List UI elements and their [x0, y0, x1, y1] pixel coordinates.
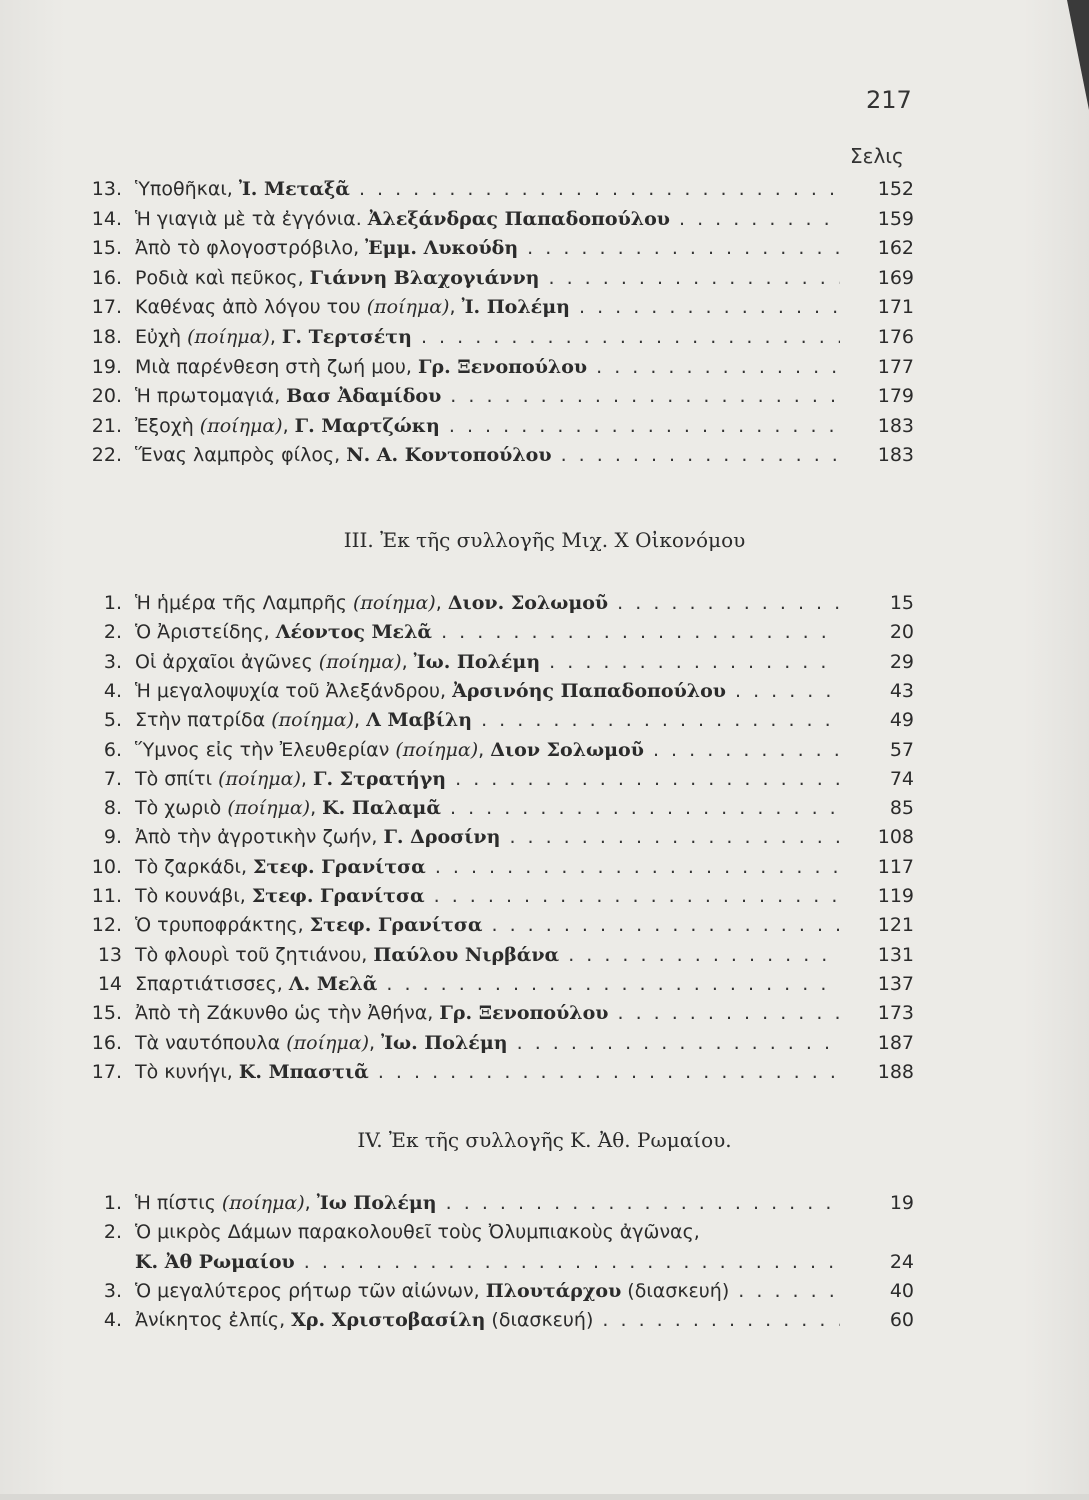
entry-title-text: Ροδιὰ καὶ πεῦκος,: [135, 266, 310, 289]
entry-author: Στεφ. Γρανίτσα: [309, 914, 483, 937]
entry-page-number: 152: [877, 178, 914, 200]
toc-entry: [0, 1247, 1089, 1277]
entry-number: 17.: [91, 296, 122, 319]
entry-page-number: 187: [877, 1031, 914, 1054]
entry-title: [135, 1276, 840, 1306]
entry-title-text: Ἀπὸ τὴν ἀγροτικὴν ζωήν,: [135, 826, 384, 849]
entry-page-number: 15: [889, 592, 914, 614]
entry-title-text: Τὰ ναυτόπουλα: [135, 1031, 287, 1054]
entry-page-number: 177: [877, 355, 914, 378]
entry-title: [135, 822, 840, 852]
entry-title: [135, 910, 840, 940]
entry-page-number: 162: [877, 237, 914, 260]
entry-title-text: Τὸ ζαρκάδι,: [135, 855, 254, 878]
entry-title-text: Τὸ χωριὸ: [135, 797, 228, 820]
entry-author: Γ. Στρατήγη: [312, 767, 447, 790]
entry-title: [135, 204, 840, 234]
entry-page-number: 119: [877, 885, 914, 907]
entry-title: [135, 1217, 840, 1247]
entry-title-text: Ἀπὸ τὸ φλογοστρόβιλο,: [135, 237, 366, 260]
entry-author: Πλουτάρχου: [485, 1279, 622, 1302]
entry-page-number: 60: [889, 1309, 914, 1332]
entry-title-text: Οἱ ἀρχαῖοι ἀγῶνες: [135, 650, 319, 673]
toc-entry: [0, 381, 1089, 411]
toc-entry: [0, 233, 1089, 263]
entry-title: [135, 969, 840, 999]
entry-author: Κ. Ἀθ Ρωμαίου: [135, 1250, 295, 1273]
entry-number: 13: [97, 943, 122, 966]
entry-page-number: 188: [877, 1060, 914, 1083]
entry-title: Ἐξοχὴ (ποίημα), Γ. Μαρτζώκη . . .: [135, 411, 840, 441]
toc-entry: [0, 1028, 1089, 1058]
entry-title-text: Σπαρτιάτισσες,: [135, 972, 289, 995]
entry-title-text: Ἡ μεγαλοψυχία τοῦ Ἀλεξάνδρου,: [135, 679, 453, 702]
entry-number: 9.: [103, 826, 122, 849]
entry-number: 21.: [91, 414, 122, 437]
entry-number: 8.: [103, 797, 122, 820]
entry-number: 15.: [91, 237, 122, 260]
entry-genre-note: (ποίημα): [187, 326, 270, 348]
entry-title: [135, 881, 840, 911]
entry-author: Γρ. Ξενοπούλου: [439, 1002, 609, 1025]
entry-author: Λέοντος Μελᾶ: [275, 621, 433, 644]
entry-title-text: Ἀνίκητος ἐλπίς,: [135, 1309, 292, 1332]
entry-page-number: 40: [889, 1279, 914, 1302]
entry-number: 15.: [91, 1002, 122, 1025]
entry-genre-note: (ποίημα): [286, 1031, 369, 1054]
section-heading-iv: IV. Ἐκ τῆς συλλογῆς Κ. Ἀθ. Ρωμαίου.: [357, 1128, 732, 1152]
entry-title: [135, 381, 840, 411]
toc-entry: [0, 411, 1089, 441]
toc-entry: [0, 647, 1089, 677]
entry-author: Γ. Δροσίνη: [383, 826, 501, 849]
entry-genre-note: (ποίημα): [366, 296, 450, 319]
page-bottom-edge: [0, 1494, 1089, 1500]
entry-number: 4.: [103, 1309, 122, 1332]
entry-title-text: Τὸ φλουρὶ τοῦ ζητιάνου,: [135, 943, 374, 966]
entry-number: 1.: [103, 1192, 122, 1214]
entry-title: [135, 352, 840, 382]
page-number: 217: [866, 86, 912, 114]
entry-page-number: 108: [877, 826, 914, 849]
entry-author: Ἰ. Πολέμη: [461, 296, 570, 319]
entry-page-number: 74: [889, 767, 914, 790]
entry-page-number: 117: [877, 855, 914, 878]
entry-page-number: 137: [877, 972, 914, 995]
entry-page-number: 173: [877, 1002, 914, 1025]
toc-entry: [0, 204, 1089, 234]
entry-author: Ἰω Πολέμη: [316, 1192, 437, 1214]
entry-number: 7.: [103, 767, 122, 790]
entry-author: Ἰ. Μεταξᾶ: [238, 178, 350, 200]
entry-author: Στεφ. Γρανίτσα: [253, 855, 426, 878]
entry-title: [135, 263, 840, 293]
entry-title: Ἡ πίστις (ποίημα), Ἰω Πολέμη . . .: [135, 1188, 840, 1218]
entry-title-text: Τὸ σπίτι: [135, 767, 219, 790]
entry-title-text: Ἀπὸ τὴ Ζάκυνθο ὡς τὴν Ἀθήνα,: [135, 1002, 440, 1025]
entry-genre-note: (ποίημα): [395, 738, 479, 761]
entry-author: Γ. Μαρτζώκη: [294, 414, 440, 437]
entry-title-text: Στὴν πατρίδα: [135, 709, 272, 732]
entry-number: 14.: [91, 207, 122, 230]
toc-entry: [0, 910, 1089, 940]
toc-entry: [0, 940, 1089, 970]
entry-title: [135, 233, 840, 263]
entry-author: Στεφ. Γρανίτσα: [251, 885, 425, 907]
entry-title: Ὕμνος εἰς τὴν Ἐλευθερίαν (ποίημα), Διον Σολωμοῦ . . .: [135, 735, 840, 765]
toc-entry: [0, 969, 1089, 999]
toc-entry: [0, 764, 1089, 794]
entry-number: 14: [97, 972, 122, 995]
entry-author: Παύλου Νιρβάνα: [373, 943, 560, 966]
entry-title: [135, 1247, 840, 1277]
entry-title-text: Ὁ τρυποφράκτης,: [135, 914, 310, 937]
entry-number: 22.: [91, 444, 122, 467]
entry-author: Γ. Τερτσέτη: [281, 326, 412, 348]
entry-author: Κ. Παλαμᾶ: [322, 797, 441, 820]
entry-author: Λ Μαβίλη: [366, 709, 473, 732]
entry-title: Καθένας ἀπὸ λόγου του (ποίημα), Ἰ. Πολέμη . . .: [135, 292, 840, 322]
entry-page-number: 24: [889, 1250, 914, 1273]
entry-author: Ν. Α. Κοντοπούλου: [346, 444, 552, 467]
entry-page-number: 179: [877, 385, 914, 408]
entry-number: 12.: [91, 914, 122, 937]
entry-number: 19.: [91, 355, 122, 378]
entry-title: [135, 617, 840, 647]
entry-title: [135, 940, 840, 970]
entry-author: Χρ. Χριστοβασίλη: [291, 1309, 486, 1332]
page-corner-shadow: [1067, 0, 1089, 110]
entry-genre-note: (ποίημα): [218, 767, 301, 790]
entry-title: Τὸ χωριὸ (ποίημα), Κ. Παλαμᾶ . . .: [135, 793, 840, 823]
entry-title: [135, 1305, 840, 1335]
entry-author: Λ. Μελᾶ: [288, 972, 378, 995]
entry-title-text: Ὁ Ἀριστείδης,: [135, 621, 276, 644]
entry-author: Ἰω. Πολέμη: [413, 650, 541, 673]
entry-page-number: 85: [889, 797, 914, 820]
entry-title-text: Τὸ κουνάβι,: [135, 885, 252, 907]
entry-title: [135, 852, 840, 882]
toc-entry: [0, 881, 1089, 911]
entry-number: 2.: [103, 621, 122, 644]
entry-author: Γρ. Ξενοπούλου: [418, 355, 588, 378]
entry-page-number: 183: [877, 414, 914, 437]
entry-title: Στὴν πατρίδα (ποίημα), Λ Μαβίλη . . .: [135, 705, 840, 735]
entry-number: 2.: [103, 1221, 122, 1244]
entry-author: Ἀλεξάνδρας Παπαδοπούλου: [367, 207, 670, 230]
entry-title-text: Ὕμνος εἰς τὴν Ἐλευθερίαν: [135, 738, 396, 761]
entry-genre-note: (ποίημα): [221, 1192, 305, 1214]
entry-title: [135, 174, 840, 204]
entry-title-text: Εὐχὴ: [135, 326, 188, 348]
entry-author: Διον. Σολωμοῦ: [447, 592, 609, 614]
entry-number: 18.: [91, 326, 122, 348]
toc-entry: [0, 1305, 1089, 1335]
entry-page-number: 19: [889, 1192, 914, 1214]
entry-adaptation-note: (διασκευή): [485, 1309, 594, 1332]
entry-title-text: Ἡ πίστις: [135, 1192, 222, 1214]
entry-page-number: 171: [877, 296, 914, 319]
entry-author: Κ. Μπαστιᾶ: [238, 1060, 369, 1083]
entry-author: Ἐμμ. Λυκούδη: [365, 237, 519, 260]
toc-entry: [0, 617, 1089, 647]
page-column-header: Σελις: [850, 144, 904, 168]
entry-author: Γιάννη Βλαχογιάννη: [309, 266, 540, 289]
entry-number: 17.: [91, 1060, 122, 1083]
entry-title: [135, 440, 840, 470]
entry-author: Ἰω. Πολέμη: [381, 1031, 508, 1054]
toc-entry: [0, 292, 1089, 322]
entry-page-number: 20: [889, 621, 914, 644]
toc-entry: [0, 174, 1089, 204]
toc-entry: [0, 588, 1089, 618]
toc-entry: [0, 735, 1089, 765]
entry-number: 10.: [91, 855, 122, 878]
entry-genre-note: (ποίημα): [352, 592, 436, 614]
entry-title-text: Ἡ πρωτομαγιά,: [135, 385, 287, 408]
entry-title-text: Ἐξοχὴ: [135, 414, 200, 437]
toc-entry: [0, 322, 1089, 352]
entry-genre-note: (ποίημα): [199, 414, 283, 437]
entry-page-number: 29: [889, 650, 914, 673]
entry-title-text: Ὑποθῆκαι,: [135, 178, 239, 200]
entry-number: 20.: [91, 385, 122, 408]
entry-title: [135, 998, 840, 1028]
entry-title-text: Ὁ μεγαλύτερος ρήτωρ τῶν αἰώνων,: [135, 1279, 486, 1302]
entry-title: Τὰ ναυτόπουλα (ποίημα), Ἰω. Πολέμη . . .: [135, 1028, 840, 1058]
toc-entry: [0, 998, 1089, 1028]
entry-number: 11.: [91, 885, 122, 907]
entry-title: Εὐχὴ (ποίημα), Γ. Τερτσέτη . . .: [135, 322, 840, 352]
entry-page-number: 43: [889, 679, 914, 702]
entry-title-text: Μιὰ παρένθεση στὴ ζωή μου,: [135, 355, 418, 378]
toc-entry: [0, 1188, 1089, 1218]
entry-number: 13.: [91, 178, 122, 200]
entry-title: Ἡ ἡμέρα τῆς Λαμπρῆς (ποίημα), Διον. Σολωμοῦ . . .: [135, 588, 840, 618]
entry-title: Οἱ ἀρχαῖοι ἀγῶνες (ποίημα), Ἰω. Πολέμη . . .: [135, 647, 840, 677]
entry-genre-note: (ποίημα): [271, 709, 354, 732]
toc-entry: [0, 263, 1089, 293]
entry-number: 5.: [103, 709, 122, 732]
section-heading-iii: ΙΙΙ. Ἐκ τῆς συλλογῆς Μιχ. Χ Οἰκονόμου: [343, 528, 746, 552]
entry-number: 16.: [91, 266, 122, 289]
entry-number: 3.: [103, 650, 122, 673]
entry-page-number: 57: [889, 738, 914, 761]
entry-author: Διον Σολωμοῦ: [490, 738, 644, 761]
entry-title-text: Ἡ γιαγιὰ μὲ τὰ ἐγγόνια.: [135, 207, 368, 230]
entry-number: 3.: [103, 1279, 122, 1302]
entry-adaptation-note: (διασκευή): [621, 1279, 730, 1302]
entry-number: 16.: [91, 1031, 122, 1054]
toc-entry: [0, 352, 1089, 382]
toc-entry: [0, 793, 1089, 823]
entry-title: [135, 1057, 840, 1087]
entry-title-text: Ἡ ἡμέρα τῆς Λαμπρῆς: [135, 592, 353, 614]
entry-page-number: 169: [877, 266, 914, 289]
entry-number: 1.: [103, 592, 122, 614]
toc-entry: [0, 852, 1089, 882]
entry-title-text: Καθένας ἀπὸ λόγου του: [135, 296, 367, 319]
entry-title: Τὸ σπίτι (ποίημα), Γ. Στρατήγη . . .: [135, 764, 840, 794]
entry-title-text: Ἕνας λαμπρὸς φίλος,: [135, 444, 347, 467]
entry-genre-note: (ποίημα): [318, 650, 402, 673]
toc-entry: [0, 676, 1089, 706]
entry-author: Βασ Ἀδαμίδου: [286, 385, 442, 408]
toc-entry: [0, 1057, 1089, 1087]
entry-title-text: Ὁ μικρὸς Δάμων παρακολουθεῖ τοὺς Ὀλυμπιακοὺς ἀγῶνας,: [135, 1221, 700, 1244]
entry-title-text: Τὸ κυνήγι,: [135, 1060, 239, 1083]
entry-page-number: 159: [877, 207, 914, 230]
entry-author: Ἀρσινόης Παπαδοπούλου: [452, 679, 726, 702]
entry-page-number: 183: [877, 444, 914, 467]
entry-page-number: 49: [889, 709, 914, 732]
entry-page-number: 131: [877, 943, 914, 966]
toc-entry: [0, 822, 1089, 852]
entry-number: 6.: [103, 738, 122, 761]
toc-entry: [0, 705, 1089, 735]
entry-page-number: 176: [877, 326, 914, 348]
entry-number: 4.: [103, 679, 122, 702]
entry-page-number: 121: [877, 914, 914, 937]
toc-entry: [0, 1217, 1089, 1247]
entry-title: [135, 676, 840, 706]
toc-entry: [0, 1276, 1089, 1306]
entry-genre-note: (ποίημα): [227, 797, 311, 820]
toc-entry: [0, 440, 1089, 470]
